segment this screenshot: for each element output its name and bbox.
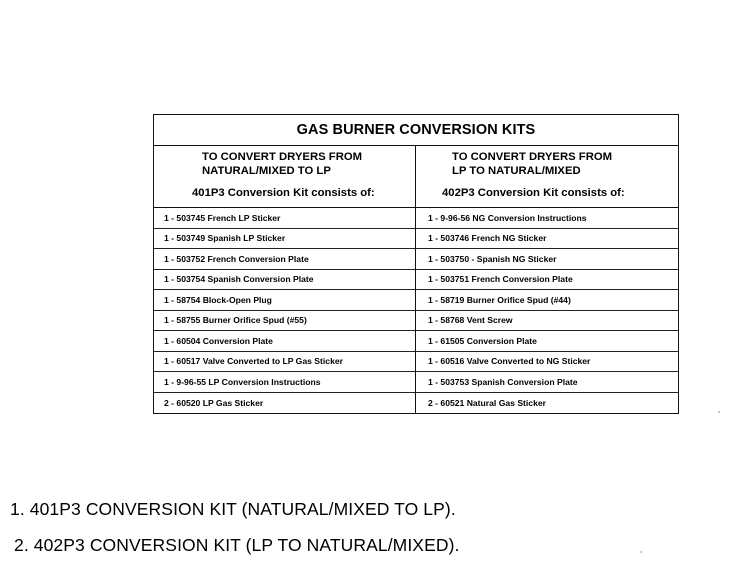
list-item: 1 - 9-96-55 LP Conversion Instructions (154, 372, 415, 393)
list-item: 1 - 503753 Spanish Conversion Plate (416, 372, 678, 393)
kit-line-401p3: 401P3 Conversion Kit consists of: (192, 187, 375, 199)
column-header-402p3 (416, 146, 678, 208)
column-401p3 (154, 146, 416, 413)
list-item: 1 - 60516 Valve Converted to NG Sticker (416, 352, 678, 373)
list-item: 1 - 503749 Spanish LP Sticker (154, 229, 415, 250)
list-item: 1 - 503752 French Conversion Plate (154, 249, 415, 270)
item-list-402p3 (416, 208, 678, 413)
table-title: GAS BURNER CONVERSION KITS (154, 115, 678, 146)
list-item: 1 - 503745 French LP Sticker (154, 208, 415, 229)
list-item: 1 - 60504 Conversion Plate (154, 331, 415, 352)
list-item: 1 - 58754 Block-Open Plug (154, 290, 415, 311)
list-item: 1 - 503754 Spanish Conversion Plate (154, 270, 415, 291)
header-line2-402p3: LP TO NATURAL/MIXED (452, 165, 581, 177)
item-list-401p3 (154, 208, 415, 413)
footnote-401p3: 1. 401P3 CONVERSION KIT (NATURAL/MIXED TO LP). (10, 499, 456, 519)
list-item: 1 - 60517 Valve Converted to LP Gas Sticker (154, 352, 415, 373)
list-item: 2 - 60521 Natural Gas Sticker (428, 397, 546, 408)
list-item: 2 - 60520 LP Gas Sticker (164, 397, 264, 408)
list-item: 1 - 503751 French Conversion Plate (416, 270, 678, 291)
list-item: 1 - 9-96-56 NG Conversion Instructions (416, 208, 678, 229)
footnote-402p3: 2. 402P3 CONVERSION KIT (LP TO NATURAL/MIXED). (14, 535, 460, 555)
table-columns (154, 146, 678, 413)
list-item: 1 - 61505 Conversion Plate (416, 331, 678, 352)
list-item: 1 - 503746 French NG Sticker (416, 229, 678, 250)
kit-line-402p3: 402P3 Conversion Kit consists of: (442, 187, 625, 199)
list-item: 1 - 58768 Vent Screw (416, 311, 678, 332)
scan-speck (718, 411, 720, 413)
list-item: 1 - 58755 Burner Orifice Spud (#55) (154, 311, 415, 332)
list-item: 1 - 58719 Burner Orifice Spud (#44) (416, 290, 678, 311)
list-item: 1 - 503750 - Spanish NG Sticker (416, 249, 678, 270)
column-402p3 (416, 146, 678, 413)
header-line2-401p3: NATURAL/MIXED TO LP (202, 165, 331, 177)
conversion-kits-table (153, 114, 679, 414)
header-line1-402p3: TO CONVERT DRYERS FROM (452, 151, 613, 163)
column-header-401p3 (154, 146, 415, 208)
scan-speck (640, 551, 642, 553)
header-line1-401p3: TO CONVERT DRYERS FROM (202, 151, 363, 163)
